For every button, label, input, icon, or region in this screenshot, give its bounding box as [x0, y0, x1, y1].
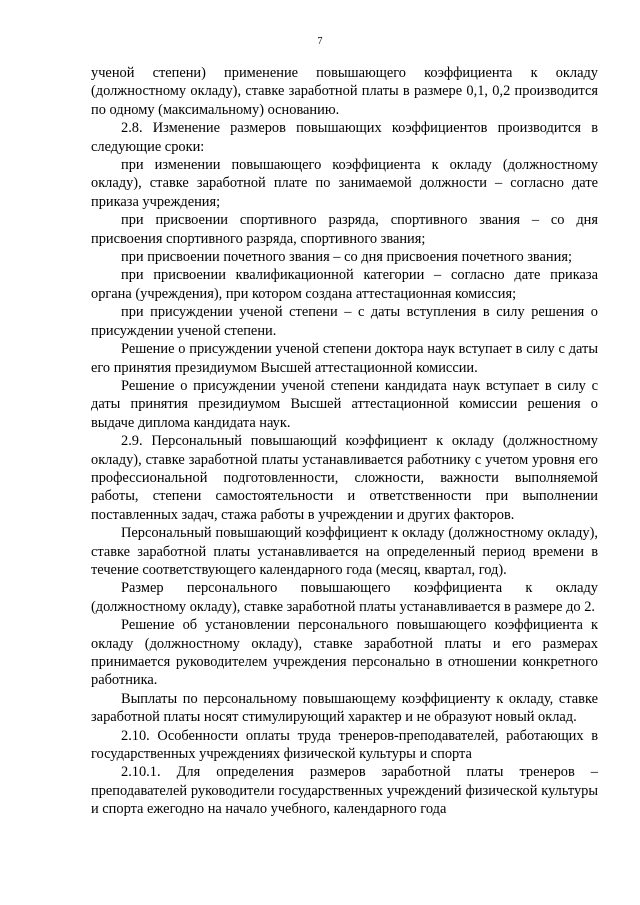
document-body: [91, 64, 598, 819]
paragraph-2-10: 2.10. Особенности оплаты труда тренеров-преподавателей, работающих в государственных учреждениях физической культуры и спорта: [91, 727, 598, 763]
paragraph-coefficient-change: при изменении повышающего коэффициента к окладу (должностному окладу), ставке заработной плате по занимаемой должности – согласно дате приказа учреждения;: [91, 157, 598, 210]
paragraph-academic-degree: при присуждении ученой степени – с даты вступления в силу решения о присуждении ученой степени.: [91, 304, 598, 339]
paragraph-continuation: ученой степени) применение повышающего коэффициента к окладу (должностному окладу), ставке заработной платы в размере 0,1, 0,2 производится по одному (максимальному) основанию.: [91, 65, 598, 118]
paragraph-2-10-1: 2.10.1. Для определения размеров заработной платы тренеров – преподавателей руководители государственных учреждений физической культуры и спорта ежегодно на начало учебного, календарного года: [91, 764, 598, 818]
paragraph-qualification-category: при присвоении квалификационной категории – согласно дате приказа органа (учреждения), при котором создана аттестационная комиссия;: [91, 267, 598, 302]
paragraph-2-8: 2.8. Изменение размеров повышающих коэффициентов производится в следующие сроки:: [91, 120, 598, 155]
paragraph-personal-coefficient-period: Персональный повышающий коэффициент к окладу (должностному окладу), ставке заработной платы устанавливается на определенный период времени в течение соответствующего календарного года (месяц, квартал, год).: [91, 525, 598, 578]
page-number: 7: [317, 36, 323, 47]
paragraph-candidate-degree: Решение о присуждении ученой степени кандидата наук вступает в силу с даты принятия президиумом Высшей аттестационной комиссии решения о выдаче диплома кандидата наук.: [91, 377, 598, 431]
paragraph-doctor-degree: Решение о присуждении ученой степени доктора наук вступает в силу с даты его принятия президиумом Высшей аттестационной комиссии.: [91, 341, 598, 376]
paragraph-2-9: 2.9. Персональный повышающий коэффициент к окладу (должностному окладу), ставке заработной платы устанавливается работнику с учетом уровня его профессиональной подготовленности, сложности, важности выполняемой работы, степени самостоятельности и ответственности при выполнении поставленных задач, стажа работы в учреждении и других факторов.: [91, 433, 598, 523]
paragraph-honorary-title: при присвоении почетного звания – со дня присвоения почетного звания;: [121, 249, 572, 266]
paragraph-personal-coefficient-decision: Решение об установлении персонального повышающего коэффициента к окладу (должностному окладу), ставке заработной платы и его размерах принимается руководителем учреждения персонально в отношении конкретного работника.: [91, 617, 598, 689]
paragraph-personal-coefficient-payments: Выплаты по персональному повышающему коэффициенту к окладу, ставке заработной платы носят стимулирующий характер и не образуют новый оклад.: [91, 690, 598, 726]
paragraph-sports-rank: при присвоении спортивного разряда, спортивного звания – со дня присвоения спортивного разряда, спортивного звания;: [91, 212, 598, 247]
paragraph-personal-coefficient-size: Размер персонального повышающего коэффициента к окладу (должностному окладу), ставке заработной платы устанавливается в размере до 2.: [91, 580, 598, 615]
